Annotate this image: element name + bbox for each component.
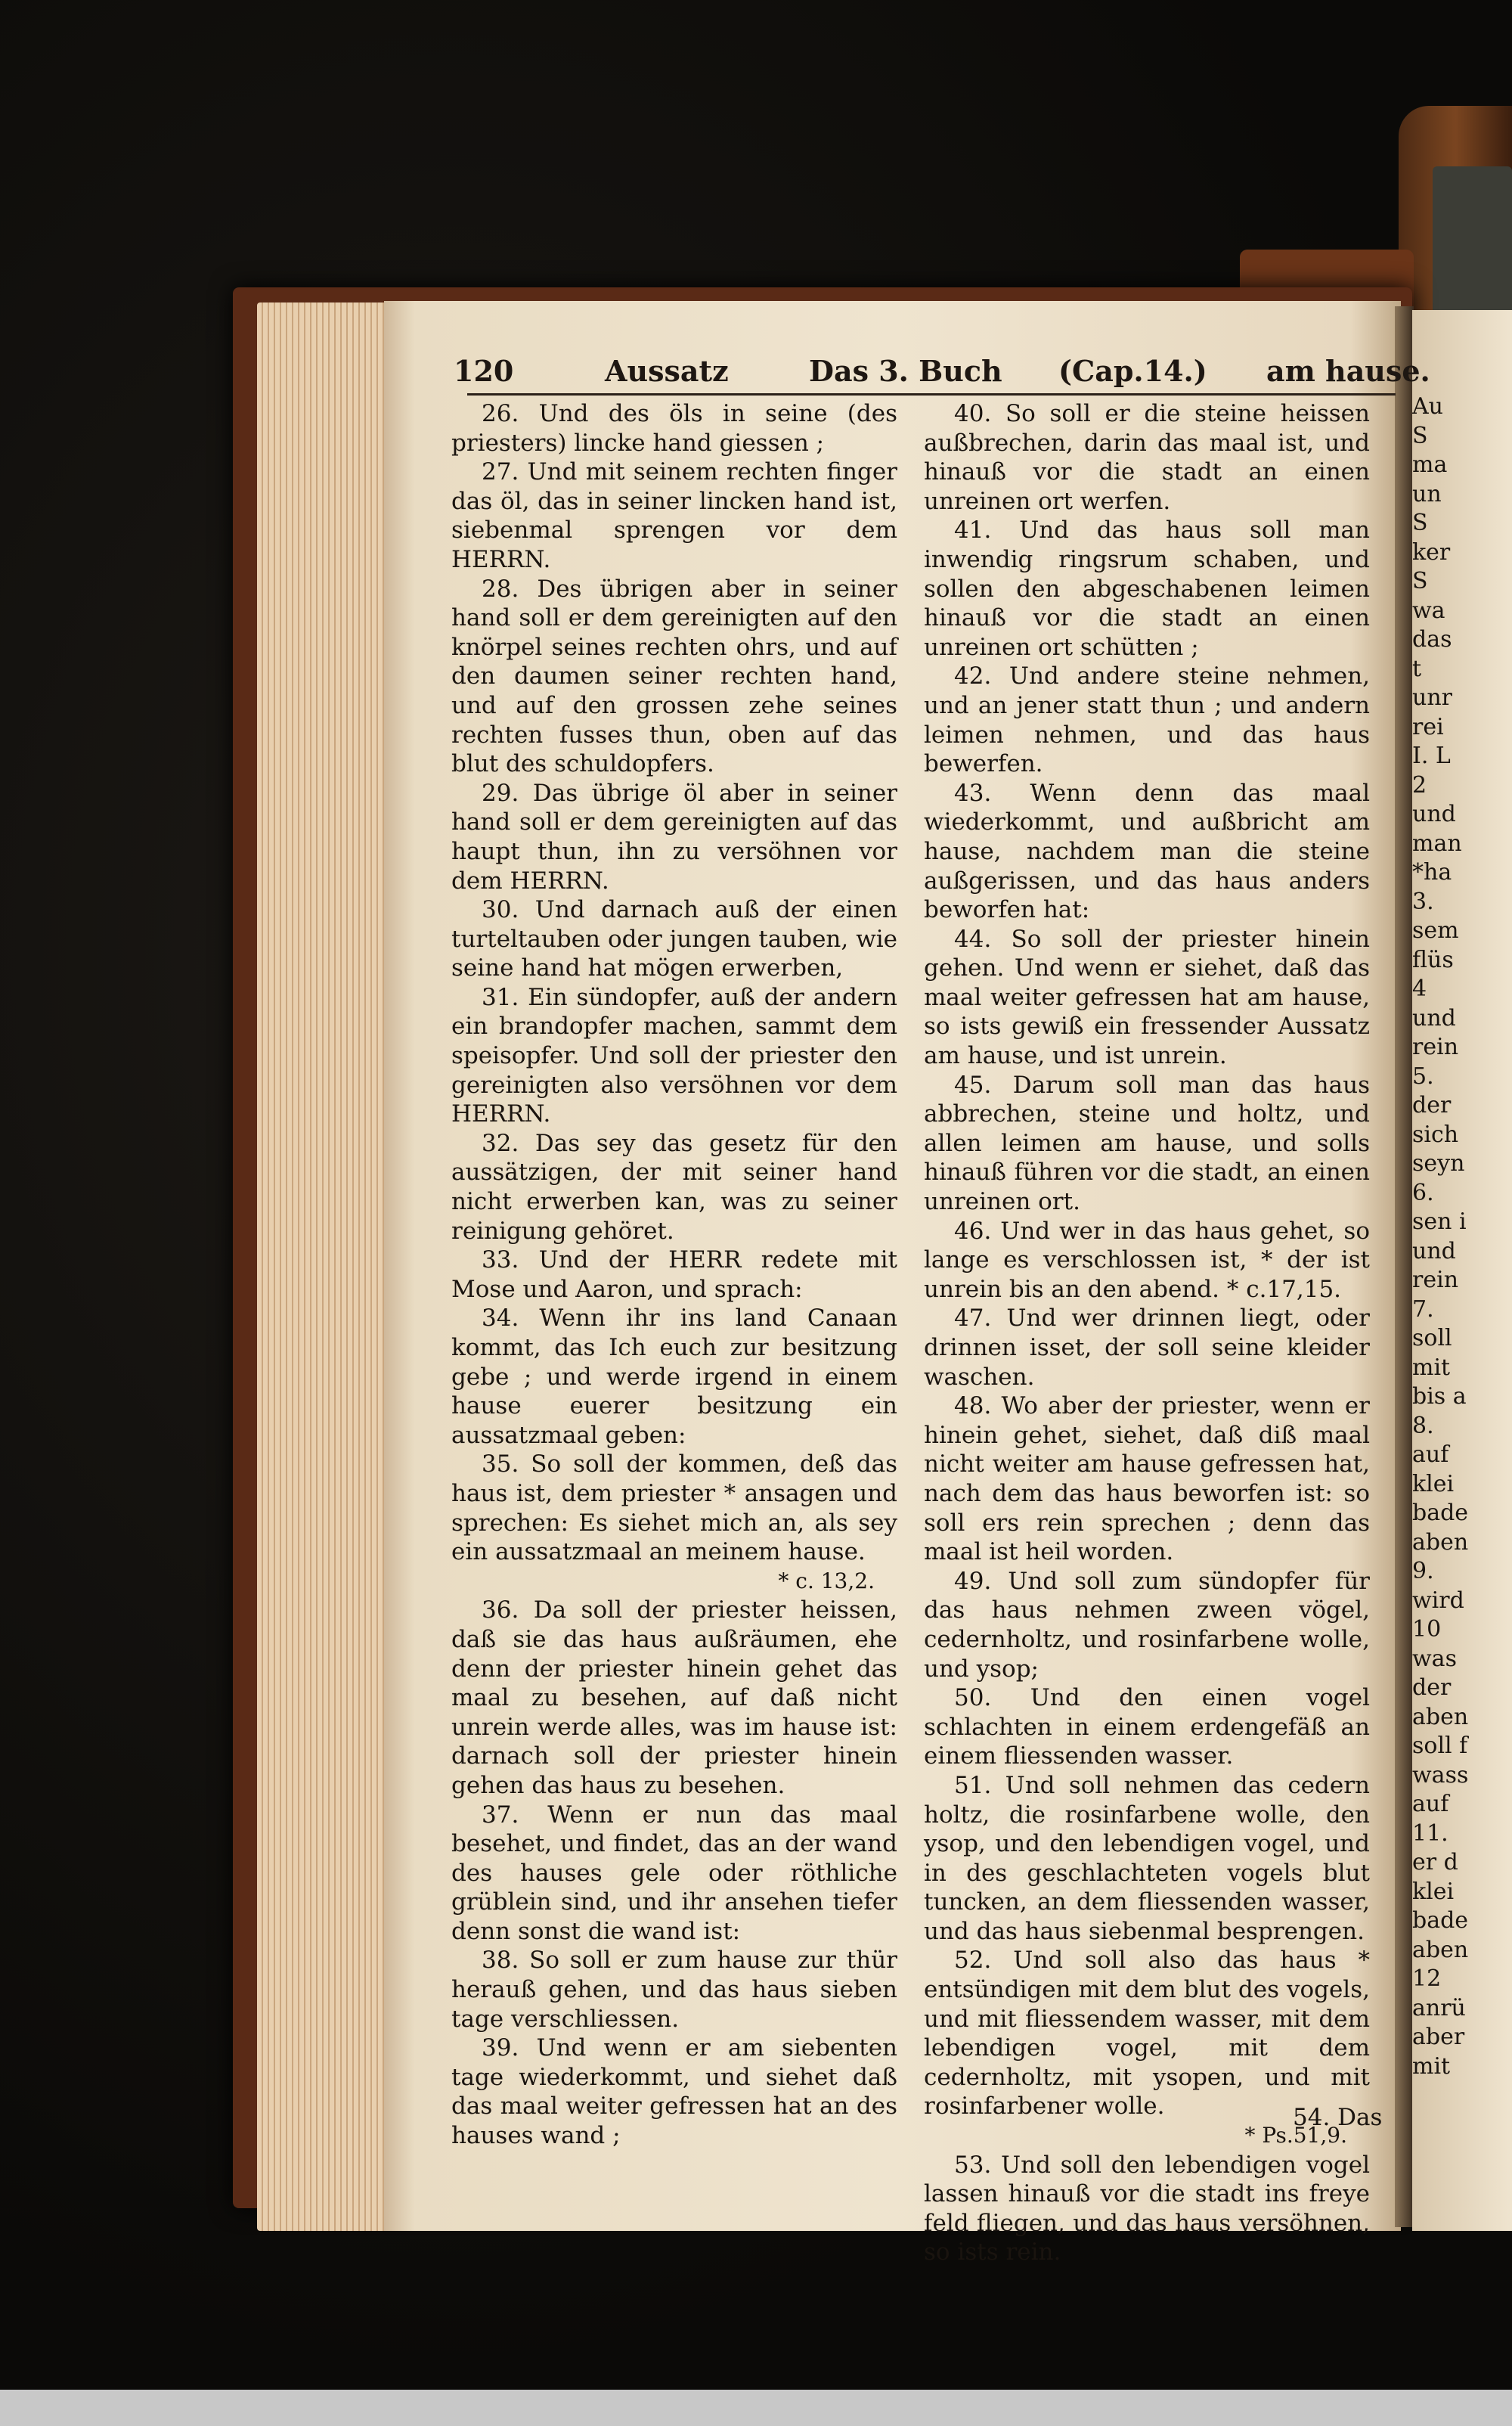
next-page-line: wass: [1412, 1761, 1469, 1788]
verse-paragraph: 43. Wenn denn das maal wiederkommt, und außbricht am hause, nachdem man die steine außgerissen, und das haus anders beworfen hat:: [924, 779, 1370, 924]
next-page-line: sem: [1412, 917, 1459, 944]
verse-paragraph: 52. Und soll also das haus * entsündigen mit dem blut des vogels, und mit fliessendem wasser, mit dem lebendigen vogel, mit dem cedernholtz, mit ysopen, und mit rosinfarbener wolle.: [924, 1947, 1370, 2120]
next-page-fragment: [1412, 310, 1512, 2231]
verse-paragraph: 26. Und des öls in seine (des priesters) lincke hand giessen ;: [451, 400, 897, 457]
verse-paragraph: 53. Und soll den lebendigen vogel lassen hinauß vor die stadt ins freye feld fliegen, und das haus versöhnen, so ists rein.: [924, 2151, 1370, 2266]
next-page-line: 11.: [1412, 1820, 1448, 1847]
left-text-column: [451, 399, 897, 2151]
verse-paragraph: 41. Und das haus soll man inwendig ringsrum schaben, und sollen den abgeschabenen leimen hinauß vor die stadt an einen unreinen ort schütten ;: [924, 517, 1370, 661]
next-page-line: Au: [1412, 393, 1443, 420]
next-page-line: 8.: [1412, 1412, 1434, 1439]
next-page-line: S: [1412, 510, 1428, 536]
verse-paragraph: 39. Und wenn er am siebenten tage wiederkommt, und siehet daß das maal weiter gefressen hat an des hauses wand ;: [451, 2034, 897, 2150]
next-page-line: der: [1412, 1674, 1452, 1701]
header-rule: [467, 393, 1396, 396]
next-page-line: un: [1412, 480, 1442, 507]
next-page-line: 3.: [1412, 888, 1434, 915]
next-page-line: sich: [1412, 1121, 1459, 1148]
verse-paragraph: 37. Wenn er nun das maal besehet, und findet, das an der wand des hauses gele oder röthliche grüblein sind, und ihr ansehen tiefer denn sonst die wand ist:: [451, 1801, 897, 1945]
next-page-line: er d: [1412, 1849, 1458, 1875]
verse-paragraph: 33. Und der HERR redete mit Mose und Aaron, und sprach:: [451, 1246, 897, 1303]
page-number: 120: [454, 354, 514, 388]
next-page-line: wa: [1412, 597, 1445, 624]
next-page-line: rei: [1412, 713, 1444, 740]
next-page-line: aber: [1412, 2024, 1465, 2050]
next-page-line: bade: [1412, 1907, 1469, 1934]
next-page-line: mit: [1412, 2052, 1451, 2080]
next-page-line: rein: [1412, 1267, 1459, 1293]
next-page-line: auf: [1412, 1441, 1449, 1468]
verse-paragraph: 31. Ein sündopfer, auß der andern ein brandopfer machen, sammt dem speisopfer. Und soll der priester den gereinigten also versöhnen vor dem HERRN.: [451, 983, 897, 1128]
verse-paragraph: 40. So soll er die steine heissen außbrechen, darin das maal ist, und hinauß vor die stadt an einen unreinen ort werfen.: [924, 400, 1370, 515]
next-page-line: klei: [1412, 1470, 1455, 1497]
verse-paragraph: 48. Wo aber der priester, wenn er hinein gehet, siehet, daß diß maal nicht weiter am hause gefressen hat, nach dem das haus beworfen ist: so soll ers rein sprechen ; denn das maal ist heil worden.: [924, 1392, 1370, 1566]
verse-paragraph: 36. Da soll der priester heissen, daß sie das haus außräumen, ehe denn der priester hinein gehet das maal zu besehen, auf daß nicht unrein werde alles, was im hause ist: darnach soll der priester hinein gehen das haus zu besehen.: [451, 1596, 897, 1799]
next-page-line: mit: [1412, 1354, 1451, 1381]
verse-paragraph: 50. Und den einen vogel schlachten in einem erdengefäß an einem fliessenden wasser.: [924, 1684, 1370, 1770]
next-page-line: 10: [1412, 1616, 1442, 1643]
verse-paragraph: 45. Darum soll man das haus abbrechen, steine und holtz, und allen leimen am hause, und solls hinauß führen vor die stadt, an einen unreinen ort.: [924, 1071, 1370, 1216]
clasp-metal-plate: [1433, 166, 1512, 318]
next-page-line: aben: [1412, 1703, 1469, 1730]
verse-paragraph: 38. So soll er zum hause zur thür herauß gehen, und das haus sieben tage verschliessen.: [451, 1947, 897, 2033]
next-page-line: anrü: [1412, 1994, 1466, 2021]
next-page-line: klei: [1412, 1878, 1455, 1905]
next-page-line: auf: [1412, 1791, 1449, 1817]
verse-paragraph: 34. Wenn ihr ins land Canaan kommt, das Ich euch zur besitzung gebe ; und werde irgend in einem hause euerer besitzung ein aussatzmaal geben:: [451, 1305, 897, 1449]
cross-reference-note: * Ps.51,9.: [1244, 2123, 1347, 2148]
next-page-line: aben: [1412, 1528, 1469, 1556]
running-title-right: am hause.: [1266, 354, 1430, 388]
next-page-line: und: [1412, 801, 1456, 827]
next-page-line: 6.: [1412, 1179, 1434, 1206]
next-page-line: sen i: [1412, 1208, 1467, 1235]
next-page-line: soll f: [1412, 1733, 1468, 1759]
cross-reference-note: * c. 13,2.: [778, 1568, 875, 1593]
next-page-line: 9.: [1412, 1558, 1434, 1584]
book-title: Das 3. Buch: [809, 354, 1002, 388]
verse-paragraph: 47. Und wer drinnen liegt, oder drinnen isset, der soll seine kleider waschen.: [924, 1305, 1370, 1391]
next-page-line: ma: [1412, 451, 1448, 478]
verse-paragraph: 49. Und soll zum sündopfer für das haus nehmen zween vögel, cedernholtz, und rosinfarbene wolle, und ysop;: [924, 1567, 1370, 1683]
verse-paragraph: 46. Und wer in das haus gehet, so lange es verschlossen ist, * der ist unrein bis an den abend. * c.17,15.: [924, 1217, 1370, 1303]
next-page-line: S: [1412, 568, 1428, 594]
next-page-line: 12: [1412, 1965, 1442, 1992]
next-page-line: man: [1412, 830, 1462, 857]
next-page-line: und: [1412, 1004, 1456, 1032]
next-page-line: das: [1412, 626, 1452, 653]
next-page-line: 4: [1412, 976, 1427, 1002]
verse-paragraph: 32. Das sey das gesetz für den aussätzigen, der mit seiner hand nicht erwerben kan, was zu seiner reinigung gehöret.: [451, 1129, 897, 1245]
next-page-line: bis a: [1412, 1383, 1467, 1410]
next-page-line: S: [1412, 422, 1428, 449]
next-page-line: was: [1412, 1645, 1457, 1672]
next-page-line: aben: [1412, 1936, 1469, 1963]
catchword: 54. Das: [1293, 2104, 1383, 2131]
next-page-line: unr: [1412, 684, 1452, 711]
next-page-line: ker: [1412, 538, 1451, 566]
right-text-column: [924, 399, 1370, 2267]
next-page-line: und: [1412, 1237, 1456, 1264]
viewer-bottom-bar: [0, 2390, 1512, 2426]
verse-paragraph: 51. Und soll nehmen das cedern holtz, die rosinfarbene wolle, den ysop, und den lebendigen vogel, und in des geschlachteten vogels blut tuncken, an dem fliessenden wasser, und das haus siebenmal besprengen.: [924, 1771, 1370, 1945]
verse-paragraph: 29. Das übrige öl aber in seiner hand soll er dem gereinigten auf das haupt thun, ihn zu versöhnen vor dem HERRN.: [451, 779, 897, 895]
next-page-line: wird: [1412, 1587, 1464, 1614]
next-page-line: soll: [1412, 1325, 1452, 1351]
next-page-line: der: [1412, 1092, 1452, 1118]
chapter-label: (Cap.14.): [1058, 354, 1207, 388]
verse-paragraph: 27. Und mit seinem rechten finger das öl, das in seiner lincken hand ist, siebenmal sprengen vor dem HERRN.: [451, 458, 897, 573]
verse-paragraph: 42. Und andere steine nehmen, und an jener statt thun ; und andern leimen nehmen, und das haus bewerfen.: [924, 662, 1370, 778]
verse-paragraph: 28. Des übrigen aber in seiner hand soll er dem gereinigten auf den knörpel seines rechten ohrs, und auf den daumen seiner rechten hand, und auf den grossen zehe seines rechten fusses thun, oben auf das blut des schuldopfers.: [451, 575, 897, 778]
next-page-line: 2: [1412, 771, 1427, 799]
verse-paragraph: 44. So soll der priester hinein gehen. Und wenn er siehet, daß das maal weiter gefressen hat am hause, so ists gewiß ein fressender Aussatz am hause, und ist unrein.: [924, 925, 1370, 1070]
next-page-line: 5.: [1412, 1063, 1434, 1090]
verse-paragraph: 30. Und darnach auß der einen turteltauben oder jungen tauben, wie seine hand hat mögen erwerben,: [451, 896, 897, 982]
next-page-line: *ha: [1412, 859, 1452, 886]
next-page-line: 7.: [1412, 1295, 1434, 1323]
next-page-line: bade: [1412, 1500, 1469, 1526]
verse-paragraph: 35. So soll der kommen, deß das haus ist, dem priester * ansagen und sprechen: Es siehet mich an, als sey ein aussatzmaal an meinem hause.: [451, 1450, 897, 1566]
next-page-line: t: [1412, 655, 1422, 682]
next-page-line: seyn: [1412, 1150, 1465, 1177]
next-page-line: I. L: [1412, 743, 1451, 769]
page-edges: [257, 302, 393, 2231]
next-page-line: rein: [1412, 1034, 1459, 1060]
running-title-left: Aussatz: [605, 354, 729, 388]
page-gutter: [1395, 306, 1414, 2227]
next-page-line: flüs: [1412, 946, 1454, 973]
